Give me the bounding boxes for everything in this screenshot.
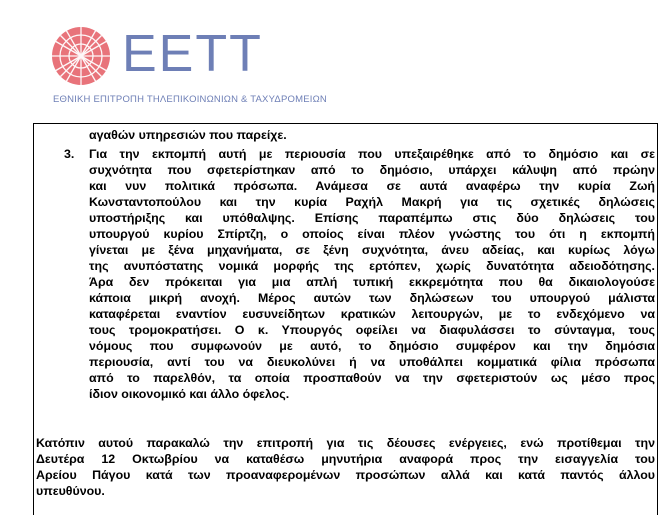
logo-wordmark: EETT xyxy=(122,25,263,83)
item-line: Κωνσταντοπούλου και την κυρία Ραχήλ Μακρή για τις σχετικές δηλώσεις xyxy=(89,195,655,209)
closing-line: Δευτέρα 12 Οκτωβρίου να καταθέσω μηνυτήρια αναφορά προς την εισαγγελία του xyxy=(36,452,655,466)
item-line: περιουσία, αντί του να διευκολύνει ή να υποθάλπει κομματικά φίλια πρόσωπα xyxy=(89,355,655,369)
item-line: γίνεται με ξένα μηχανήματα, σε ξένη συχνότητα, άνευ αδείας, και κυρίως λόγω xyxy=(89,243,655,257)
item-line: καταφέρεται εναντίον ευσυνείδητων κρατικών λειτουργών, με το ενδεχόμενο να xyxy=(89,307,655,321)
item-line: συχνότητα που σφετερίστηκαν από το δημόσιο, υπάρχει κάλυψη από πρώην xyxy=(89,163,655,177)
closing-line: υπευθύνου. xyxy=(36,484,105,498)
item-line: κάποια μικρή ανοχή. Μέρος αυτών των δηλώσεων του υπουργού μάλιστα xyxy=(89,291,655,305)
document-frame xyxy=(33,123,658,515)
item-line: υπουργού κυρίου Σπίρτζη, ο οποίος είναι πλέον γνώστης του ότι η εκπομπή xyxy=(89,227,655,241)
item-number: 3. xyxy=(64,147,75,161)
closing-line: Αρείου Πάγου κατά των προαναφερομένων προσώπων αλλά και κατά παντός άλλου xyxy=(36,468,655,482)
item-line: και νυν πολιτικά πρόσωπα. Ανάμεσα σε αυτά αναφέρω την κυρία Ζωή xyxy=(89,179,655,193)
item-line: της ανυπόστατης νομικά μορφής της ερτόπεν, χωρίς δυνατότητα αδειοδότησης. xyxy=(89,259,655,273)
item-line: από το παρελθόν, τα οποία προσπαθούν να την σφετεριστούν ως μέσο προς xyxy=(89,371,655,385)
lead-line: αγαθών υπηρεσιών που παρείχε. xyxy=(89,128,287,142)
item-line: Για την εκπομπή αυτή με περιουσία που υπεξαιρέθηκε από το δημόσιο και σε xyxy=(89,147,655,161)
eett-logo-icon xyxy=(51,26,111,86)
item-line: τους τρομοκρατήσει. Ο κ. Υπουργός οφείλει να διαφυλάσσει το σύνταγμα, τους xyxy=(89,323,655,337)
item-line: ίδιον οικονομικό και άλλο όφελος. xyxy=(89,387,290,401)
item-line: Άρα δεν πρόκειται για μια απλή τυπική εκκρεμότητα που θα δικαιολογούσε xyxy=(89,275,655,289)
item-line: υποστήριξης και υπόθαλψης. Επίσης παραπέμπω στις δύο δηλώσεις του xyxy=(89,211,655,225)
closing-line: Κατόπιν αυτού παρακαλώ την επιτροπή για τις δέουσες ενέργειες, ενώ προτίθεμαι την xyxy=(36,436,655,450)
item-line: νόμους που συμφωνούν με αυτό, το δημόσιο συμφέρον και την δημόσια xyxy=(89,339,655,353)
logo-subtitle: ΕΘΝΙΚΗ ΕΠΙΤΡΟΠΗ ΤΗΛΕΠΙΚΟΙΝΩΝΙΩΝ & ΤΑΧΥΔΡΟΜΕΙΩΝ xyxy=(53,94,327,105)
